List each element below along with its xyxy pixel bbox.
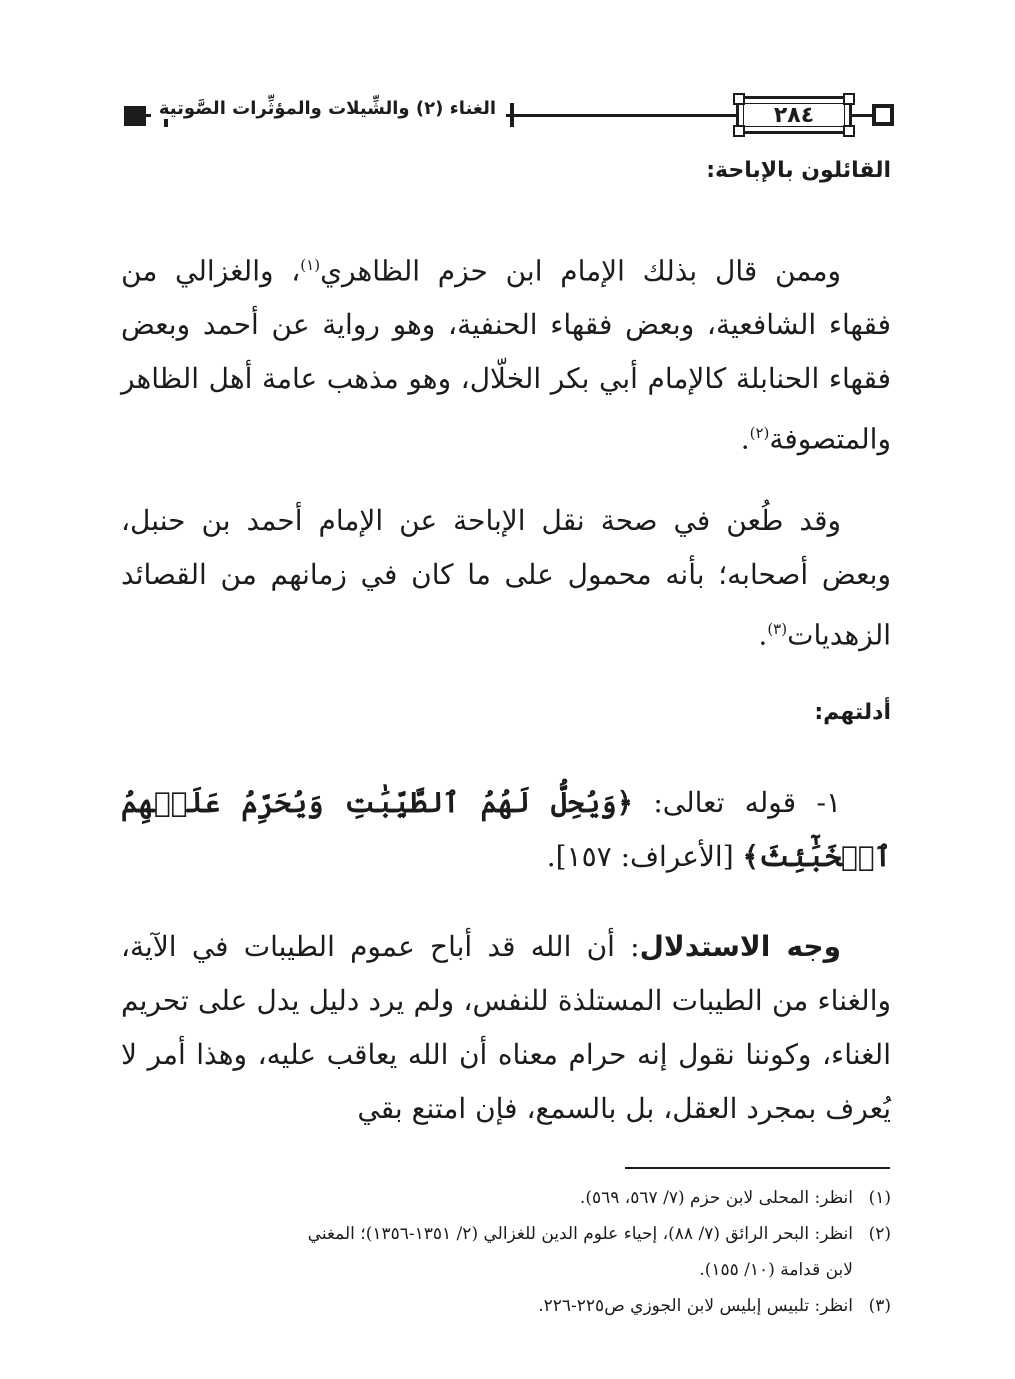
footnote-text: انظر: البحر الرائق (٧/ ٨٨)، إحياء علوم الدين للغزالي (٢/ ١٣٥١-١٣٥٦)؛ المغني (307, 1224, 853, 1244)
paragraph-2 (121, 494, 891, 662)
footnote-separator (625, 1167, 890, 1169)
paragraph-1 (121, 238, 891, 467)
footnote-text: انظر: تلبيس إبليس لابن الجوزي ص٢٢٥-٢٢٦. (538, 1296, 853, 1316)
header-square-ornament (872, 104, 894, 126)
verse-citation: [الأعراف: ١٥٧]. (546, 840, 734, 873)
paragraph-text: وممن قال بذلك الإمام ابن حزم الظاهري (320, 254, 842, 288)
frame-corner-ornament (733, 93, 745, 105)
frame-corner-ornament (733, 125, 745, 137)
footnote-continuation: لابن قدامة (١٠/ ١٥٥). (699, 1260, 853, 1280)
inference-label: وجه الاستدلال (639, 930, 842, 963)
footnote-2 (121, 1216, 891, 1288)
header-bar-ornament (510, 103, 514, 127)
footnote-3 (121, 1288, 891, 1324)
footnote-number: (١) (868, 1188, 891, 1208)
page-header (124, 96, 894, 136)
section-heading: القائلون بالإباحة: (706, 158, 891, 183)
footnote-ref: (١) (300, 256, 321, 274)
paragraph-text: . (758, 618, 768, 652)
inference-paragraph (121, 920, 891, 1136)
paragraph-text: ، والغزالي من فقهاء الشافعية، وبعض فقهاء الحنفية، وهو رواية عن أحمد وبعض فقهاء الحنابلة كالإمام أبي بكر الخلّال، وهو مذهب عامة أهل الظاهر والمتصوفة (121, 254, 891, 456)
footnote-ref: (٣) (767, 620, 788, 638)
footnote-number: (٢) (868, 1224, 891, 1244)
paragraph-text: وقد طُعن في صحة نقل الإباحة عن الإمام أحمد بن حنبل، وبعض أصحابه؛ بأنه محمول على ما كان في زمانهم من القصائد الزهديات (121, 504, 891, 652)
page-number: ٢٨٤ (773, 102, 815, 128)
quran-verse: ﴿وَيُحِلُّ لَهُمُ ٱلطَّيِّبَٰتِ وَيُحَرِّمُ عَلَيۡهِمُ ٱلۡخَبَٰٓئِثَ﴾ (121, 786, 891, 873)
evidence-intro: ١- قوله تعالى: (633, 786, 841, 819)
inference-text: : أن الله قد أباح عموم الطيبات في الآية، والغناء من الطيبات المستلذة للنفس، ولم يرد دليل يدل على تحريم الغناء، وكوننا نقول إنه حرام معناه أن الله يعاقب عليه، وهذا أمر لا يُعرف بمجرد العقل، بل بالسمع، فإن امتنع بقي (121, 930, 891, 1125)
frame-corner-ornament (843, 93, 855, 105)
frame-corner-ornament (843, 125, 855, 137)
paragraph-text: . (740, 422, 750, 456)
evidence-heading: أدلتهم: (814, 700, 891, 725)
footnote-number: (٣) (868, 1296, 891, 1316)
header-rule-middle (506, 114, 736, 117)
footnotes (121, 1180, 891, 1324)
footnote-ref: (٢) (749, 424, 770, 443)
footnote-1 (121, 1180, 891, 1216)
page-number-frame (736, 96, 852, 134)
footnote-text: انظر: المحلى لابن حزم (٧/ ٥٦٧، ٥٦٩). (579, 1188, 853, 1208)
evidence-1 (121, 776, 891, 884)
header-block-ornament (124, 106, 146, 126)
running-title: الغناء (٢) والشِّيلات والمؤثِّرات الصَّوتية (151, 98, 504, 119)
